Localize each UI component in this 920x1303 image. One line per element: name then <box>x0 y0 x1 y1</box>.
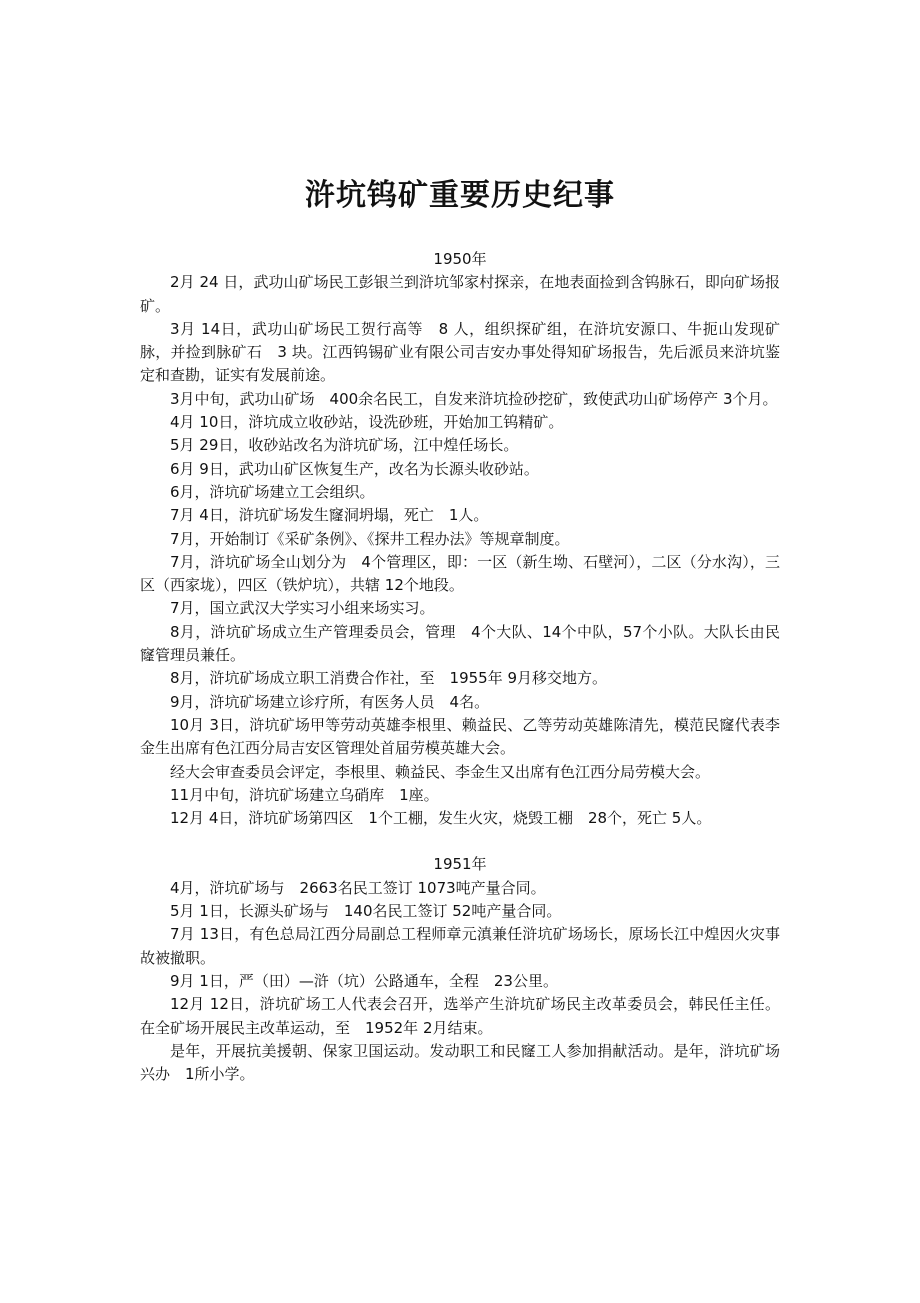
chronicle-entry: 7月，浒坑矿场全山划分为 4个管理区，即：一区（新生坳、石壁河），二区（分水沟），三区（西家垅），四区（铁炉坑），共辖 12个地段。 <box>140 552 780 595</box>
document-body <box>140 248 780 1086</box>
year-section-1950 <box>140 248 780 830</box>
year-heading: 1951年 <box>433 855 487 874</box>
chronicle-entry: 3月中旬，武功山矿场 400余名民工，自发来浒坑捡砂挖矿，致使武功山矿场停产 3个月。 <box>170 389 778 408</box>
chronicle-entry: 是年，开展抗美援朝、保家卫国运动。发动职工和民窿工人参加捐献活动。是年，浒坑矿场兴办 1所小学。 <box>140 1041 780 1084</box>
year-heading: 1950年 <box>433 250 487 268</box>
chronicle-entry: 3月 14日，武功山矿场民工贺行高等 8 人，组织探矿组，在浒坑安源口、牛扼山发现矿脉，并捡到脉矿石 3 块。江西钨锡矿业有限公司吉安办事处得知矿场报告，先后派员来浒坑鉴定和查勘，证实有发展前途。 <box>140 319 780 385</box>
chronicle-entry: 6月，浒坑矿场建立工会组织。 <box>170 482 375 501</box>
chronicle-entry: 5月 29日，收砂站改名为浒坑矿场，江中煌任场长。 <box>170 436 519 455</box>
chronicle-entry: 12月 4日，浒坑矿场第四区 1个工棚，发生火灾，烧毁工棚 28个，死亡 5人。 <box>170 809 712 828</box>
chronicle-entry: 经大会审查委员会评定，李根里、赖益民、李金生又出席有色江西分局劳模大会。 <box>170 762 711 781</box>
chronicle-entry: 4月 10日，浒坑成立收砂站，设洗砂班，开始加工钨精矿。 <box>170 413 564 432</box>
chronicle-entry: 9月，浒坑矿场建立诊疗所，有医务人员 4名。 <box>170 692 490 711</box>
chronicle-entry: 6月 9日，武功山矿区恢复生产，改名为长源头收砂站。 <box>170 459 539 478</box>
chronicle-entry: 9月 1日，严（田）—浒（坑）公路通车，全程 23公里。 <box>170 971 558 990</box>
chronicle-entry: 12月 12日，浒坑矿场工人代表会召开，选举产生浒坑矿场民主改革委员会，韩民任主任。在全矿场开展民主改革运动，至 1952年 2月结束。 <box>140 995 780 1037</box>
page-title: 浒坑钨矿重要历史纪事 <box>305 178 615 214</box>
chronicle-entry: 2月 24 日，武功山矿场民工彭银兰到浒坑邹家村探亲，在地表面捡到含钨脉石，即向矿场报矿。 <box>140 273 780 315</box>
chronicle-entry: 10月 3日，浒坑矿场甲等劳动英雄李根里、赖益民、乙等劳动英雄陈清先，模范民窿代表李金生出席有色江西分局吉安区管理处首届劳模英雄大会。 <box>140 715 780 758</box>
year-section-1951 <box>140 853 780 1086</box>
chronicle-entry: 7月 4日，浒坑矿场发生窿洞坍塌，死亡 1人。 <box>170 506 489 525</box>
chronicle-entry: 7月 13日，有色总局江西分局副总工程师章元滇兼任浒坑矿场场长，原场长江中煌因火灾事故被撤职。 <box>140 925 780 967</box>
chronicle-entry: 4月，浒坑矿场与 2663名民工签订 1073吨产量合同。 <box>170 878 546 897</box>
chronicle-entry: 5月 1日，长源头矿场与 140名民工签订 52吨产量合同。 <box>170 902 562 921</box>
chronicle-entry: 11月中旬，浒坑矿场建立乌硝库 1座。 <box>170 785 439 804</box>
chronicle-entry: 7月，国立武汉大学实习小组来场实习。 <box>170 599 435 618</box>
chronicle-entry: 7月，开始制订《采矿条例》、《探井工程办法》等规章制度。 <box>170 529 570 548</box>
chronicle-entry: 8月，浒坑矿场成立生产管理委员会，管理 4个大队、14个中队，57个小队。大队长由民窿管理员兼任。 <box>140 622 780 665</box>
chronicle-entry: 8月，浒坑矿场成立职工消费合作社，至 1955年 9月移交地方。 <box>170 669 608 688</box>
